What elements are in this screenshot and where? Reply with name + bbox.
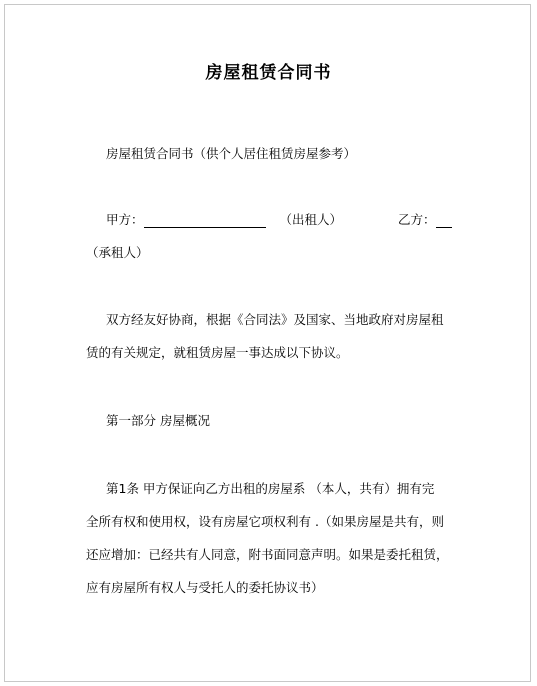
party-b-line xyxy=(398,212,452,228)
party-b-role: （承租人） xyxy=(86,245,149,260)
party-b-label: 乙方： xyxy=(398,212,436,227)
article-1-line-4: 应有房屋所有权人与受托人的委托协议书） xyxy=(86,580,324,595)
article-1-line-3: 还应增加：已经共有人同意，附书面同意声明。如果是委托租赁， xyxy=(86,547,449,562)
party-a-label: 甲方： xyxy=(106,212,144,227)
article-1-line-2: 全所有权和使用权，设有房屋它项权利有 .（如果房屋是共有，则 xyxy=(86,514,444,529)
party-a-role: （出租人） xyxy=(279,212,343,227)
party-b-blank[interactable] xyxy=(436,214,452,228)
document-title: 房屋租赁合同书 xyxy=(205,63,332,83)
preamble-line-2: 赁的有关规定，就租赁房屋一事达成以下协议。 xyxy=(86,345,349,360)
party-a-line xyxy=(106,212,342,228)
part-1-heading: 第一部分 房屋概况 xyxy=(106,413,210,428)
party-a-blank[interactable] xyxy=(144,214,266,228)
document-subtitle: 房屋租赁合同书（供个人居住租赁房屋参考） xyxy=(106,146,357,161)
preamble-line-1: 双方经友好协商，根据《合同法》及国家、当地政府对房屋租 xyxy=(106,312,444,327)
article-1-line-1: 第1条 甲方保证向乙方出租的房屋系 （本人，共有）拥有完 xyxy=(106,481,435,496)
